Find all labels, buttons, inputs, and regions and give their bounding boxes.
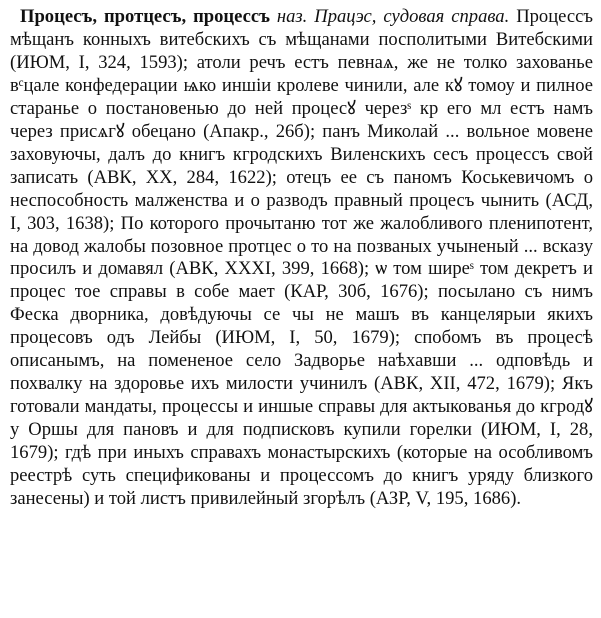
entry-citations: Процессъ мѣщанъ конныхъ витебскихъ съ мѣщанами посполитыми Витебскими (ИЮМ, I, 324, 1593); атоли речъ естъ певнаѧ, же не толко захованье вᶜцале конфедерации ѩко иншіи кролеве чинили, але кꙋ томоу и пилное старанье о постановенью до ней процесꙋ черезˢ кр его мл естъ намъ через присѧгꙋ обецано (Апакр., 26б); панъ Миколай ... вольное мовене заховуючы, далъ до книгъ кгродскихъ Виленскихъ сесъ процессъ свой записать (АВК, XX, 284, 1622); отецъ ее съ паномъ Коськевичомъ о неспособность малженства и о разводъ правный процесъ чынить (АСД, I, 303, 1638); По которого прочытаню тот же жалобливого пленипотент, на довод жалобы позовное протцес о то на позваных учыненый ... всказу просилъ и домавял (АВК, XXXI, 399, 1668); ѡ том ширеˢ том декретъ и процес тое справы в собе мает (КАР, 30б, 1676); посылано съ нимъ Феска дворника, довѣдуючы се чы не машъ въ канцелярыи якихъ процесовъ одъ Лейбы (ИЮМ, I, 50, 1679); спобомъ въ процесѣ описанымъ, на помененое село Задворье наѣхавши ... одповѣдь и похвалку на здоровье ихъ милости учинилъ (АВК, XII, 472, 1679); Якъ готовали мандаты, процессы и иншые справы для актыкованья до кгродꙋ у Оршы для пановъ и для подписковъ купили горелки (ИЮМ, I, 28, 1679); гдѣ при иныхъ справахъ монастырскихъ (которые на особливомъ реестрѣ суть спецификованы и процессомъ до книгъ уряду близкого занесены) и той листъ привилейный згорѣлъ (АЗР, V, 195, 1686).: [10, 6, 594, 510]
entry-definition: Працэс, судовая справа.: [314, 6, 510, 27]
grammar-label: наз.: [276, 6, 308, 27]
entry-headword: Процесъ, протцесъ, процессъ: [20, 6, 270, 27]
dictionary-entry: [10, 6, 593, 511]
